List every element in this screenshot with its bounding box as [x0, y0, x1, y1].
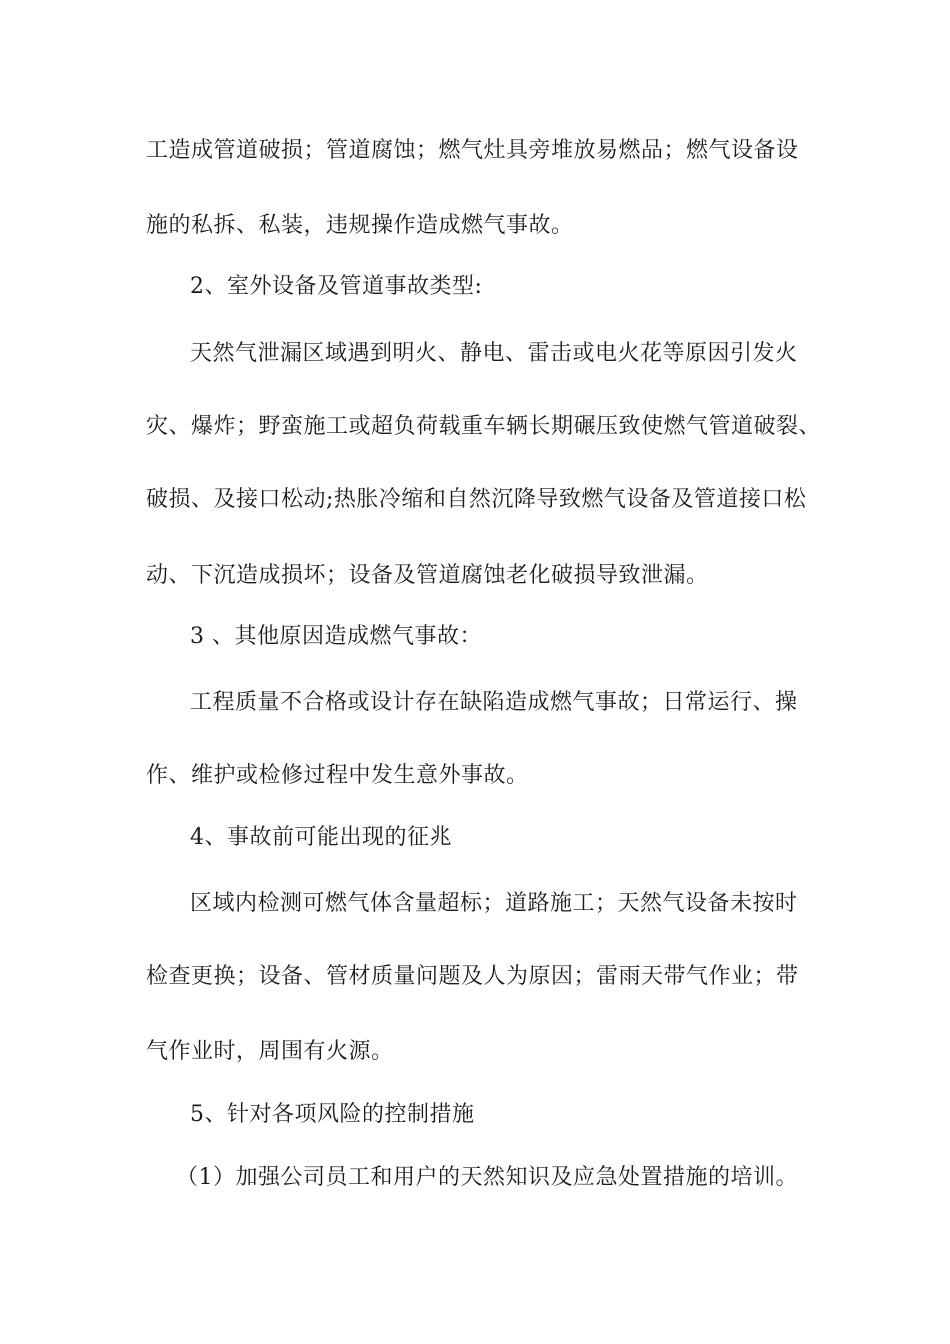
- paragraph-line-14: 气作业时，周围有火源。: [146, 1039, 394, 1064]
- section-heading-5: 5、针对各项风险的控制措施: [190, 1102, 475, 1127]
- list-item-1: （1）加强公司员工和用户的天然知识及应急处置措施的培训。: [176, 1165, 798, 1190]
- paragraph-line-5: 灾、爆炸；野蛮施工或超负荷载重车辆长期碾压致使燃气管道破裂、: [146, 414, 822, 439]
- paragraph-line-4: 天然气泄漏区域遇到明火、静电、雷击或电火花等原因引发火: [190, 341, 798, 366]
- paragraph-line-12: 区域内检测可燃气体含量超标；道路施工；天然气设备未按时: [190, 891, 798, 916]
- paragraph-line-6: 破损、及接口松动;热胀冷缩和自然沉降导致燃气设备及管道接口松: [146, 487, 807, 512]
- paragraph-line-7: 动、下沉造成损坏；设备及管道腐蚀老化破损导致泄漏。: [146, 563, 709, 588]
- paragraph-line-10: 作、维护或检修过程中发生意外事故。: [146, 763, 529, 788]
- paragraph-line-1: 工造成管道破损；管道腐蚀；燃气灶具旁堆放易燃品；燃气设备设: [146, 138, 799, 163]
- section-heading-2: 2、室外设备及管道事故类型:: [190, 274, 483, 299]
- paragraph-line-2: 施的私拆、私装，违规操作造成燃气事故。: [146, 213, 574, 238]
- paragraph-line-9: 工程质量不合格或设计存在缺陷造成燃气事故；日常运行、操: [190, 690, 798, 715]
- paragraph-line-13: 检查更换；设备、管材质量问题及人为原因；雷雨天带气作业；带: [146, 964, 799, 989]
- section-heading-3: 3 、其他原因造成燃气事故：: [190, 624, 482, 649]
- section-heading-4: 4、事故前可能出现的征兆: [190, 825, 452, 850]
